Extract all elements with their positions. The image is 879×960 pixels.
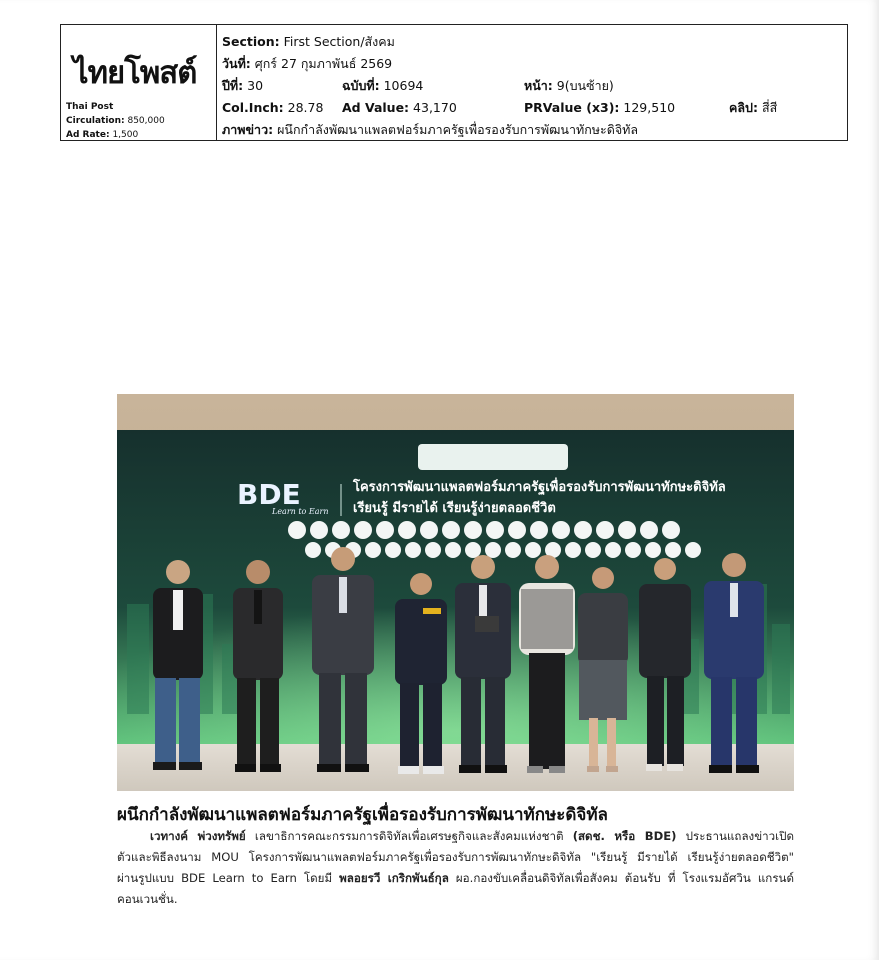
- publication-name: Thai Post: [66, 102, 114, 112]
- page-label: หน้า:: [524, 78, 553, 93]
- section-label: Section:: [222, 34, 280, 49]
- publication-cell: [61, 25, 217, 140]
- article-body: [117, 826, 794, 910]
- ad-rate-value: 1,500: [112, 130, 139, 140]
- article-title: ผนึกกำลังพัฒนาแพลตฟอร์มภาครัฐเพื่อรองรับการพัฒนาทักษะดิจิทัล: [117, 805, 608, 825]
- stage-bde-sub: Learn to Earn: [272, 507, 329, 516]
- advalue-value: 43,170: [413, 100, 457, 115]
- stage-bde-logo: BDE: [237, 478, 301, 511]
- year-row: [222, 75, 263, 97]
- publication-meta: [66, 100, 165, 142]
- clip-value: สี่สี: [761, 100, 778, 115]
- ad-rate-label: Ad Rate:: [66, 130, 110, 140]
- clip-label: คลิป:: [729, 100, 758, 115]
- issue-value: 10694: [383, 78, 424, 93]
- advalue-label: Ad Value:: [342, 100, 410, 115]
- stage-title-line1: โครงการพัฒนาแพลตฟอร์มภาครัฐเพื่อรองรับการพัฒนาทักษะดิจิทัล: [353, 480, 726, 495]
- news-value: ผนึกกำลังพัฒนาแพลตฟอร์มภาครัฐเพื่อรองรับการพัฒนาทักษะดิจิทัล: [277, 122, 639, 137]
- colinch-label: Col.Inch:: [222, 100, 284, 115]
- article-line-3: [117, 868, 794, 889]
- clipping-header: [60, 24, 848, 141]
- prvalue-value: 129,510: [623, 100, 676, 115]
- page-value: 9(บนซ้าย): [556, 78, 614, 93]
- event-photo-illustration: [117, 394, 794, 791]
- colinch-value: 28.78: [287, 100, 324, 115]
- year-value: 30: [247, 78, 264, 93]
- stage-floor: [117, 744, 794, 791]
- news-photo: [117, 394, 794, 791]
- page-row: [524, 75, 614, 97]
- section-row: [222, 31, 395, 53]
- clip-row: [729, 97, 777, 119]
- person-name-1: เวทางค์ พ่วงทรัพย์: [150, 829, 246, 843]
- year-label: ปีที่:: [222, 78, 244, 93]
- news-row: [222, 119, 638, 141]
- date-value: ศุกร์ 27 กุมภาพันธ์ 2569: [254, 56, 393, 71]
- article-line-3-start: ผ่านรูปแบบ BDE Learn to Earn โดยมี: [117, 871, 340, 885]
- section-value: First Section/สังคม: [283, 34, 395, 49]
- article-line-1-end: ประธานแถลงข่าวเปิด: [676, 829, 795, 843]
- partner-logos-badge: [418, 444, 568, 470]
- news-label: ภาพข่าว:: [222, 122, 274, 137]
- article-line-1-text: เลขาธิการคณะกรรมการดิจิทัลเพื่อเศรษฐกิจและสังคมแห่งชาติ: [245, 829, 573, 843]
- prvalue-row: [524, 97, 675, 119]
- circulation-label: Circulation:: [66, 116, 125, 126]
- issue-label: ฉบับที่:: [342, 78, 380, 93]
- issue-row: [342, 75, 423, 97]
- article-line-3-end: ผอ.กองขับเคลื่อนดิจิทัลเพื่อสังคม ต้อนรับ ที่ โรงแรมอัศวิน แกรนด์: [448, 871, 794, 885]
- stage-title-line2: เรียนรู้ มีรายได้ เรียนรู้ง่ายตลอดชีวิต: [353, 501, 556, 516]
- prvalue-label: PRValue (x3):: [524, 100, 620, 115]
- circulation-value: 850,000: [127, 116, 165, 126]
- date-row: [222, 53, 392, 75]
- advalue-row: [342, 97, 457, 119]
- agency-name: (สดช. หรือ BDE): [572, 829, 677, 843]
- article-line-2: ตัวและพิธีลงนาม MOU โครงการพัฒนาแพลตฟอร์มภาครัฐเพื่อรองรับการพัฒนาทักษะดิจิทัล "เรียนรู้ มีรายได้ เรียนรู้ง่ายตลอดชีวิต": [117, 850, 794, 864]
- article-line-4: คอนเวนชั่น.: [117, 892, 178, 906]
- date-label: วันที่:: [222, 56, 251, 71]
- article-line-1: [117, 826, 794, 847]
- colinch-row: [222, 97, 323, 119]
- publication-logo: ไทยโพสต์: [73, 55, 197, 91]
- person-name-2: พลอยรวี เกริกพันธ์กุล: [339, 871, 449, 885]
